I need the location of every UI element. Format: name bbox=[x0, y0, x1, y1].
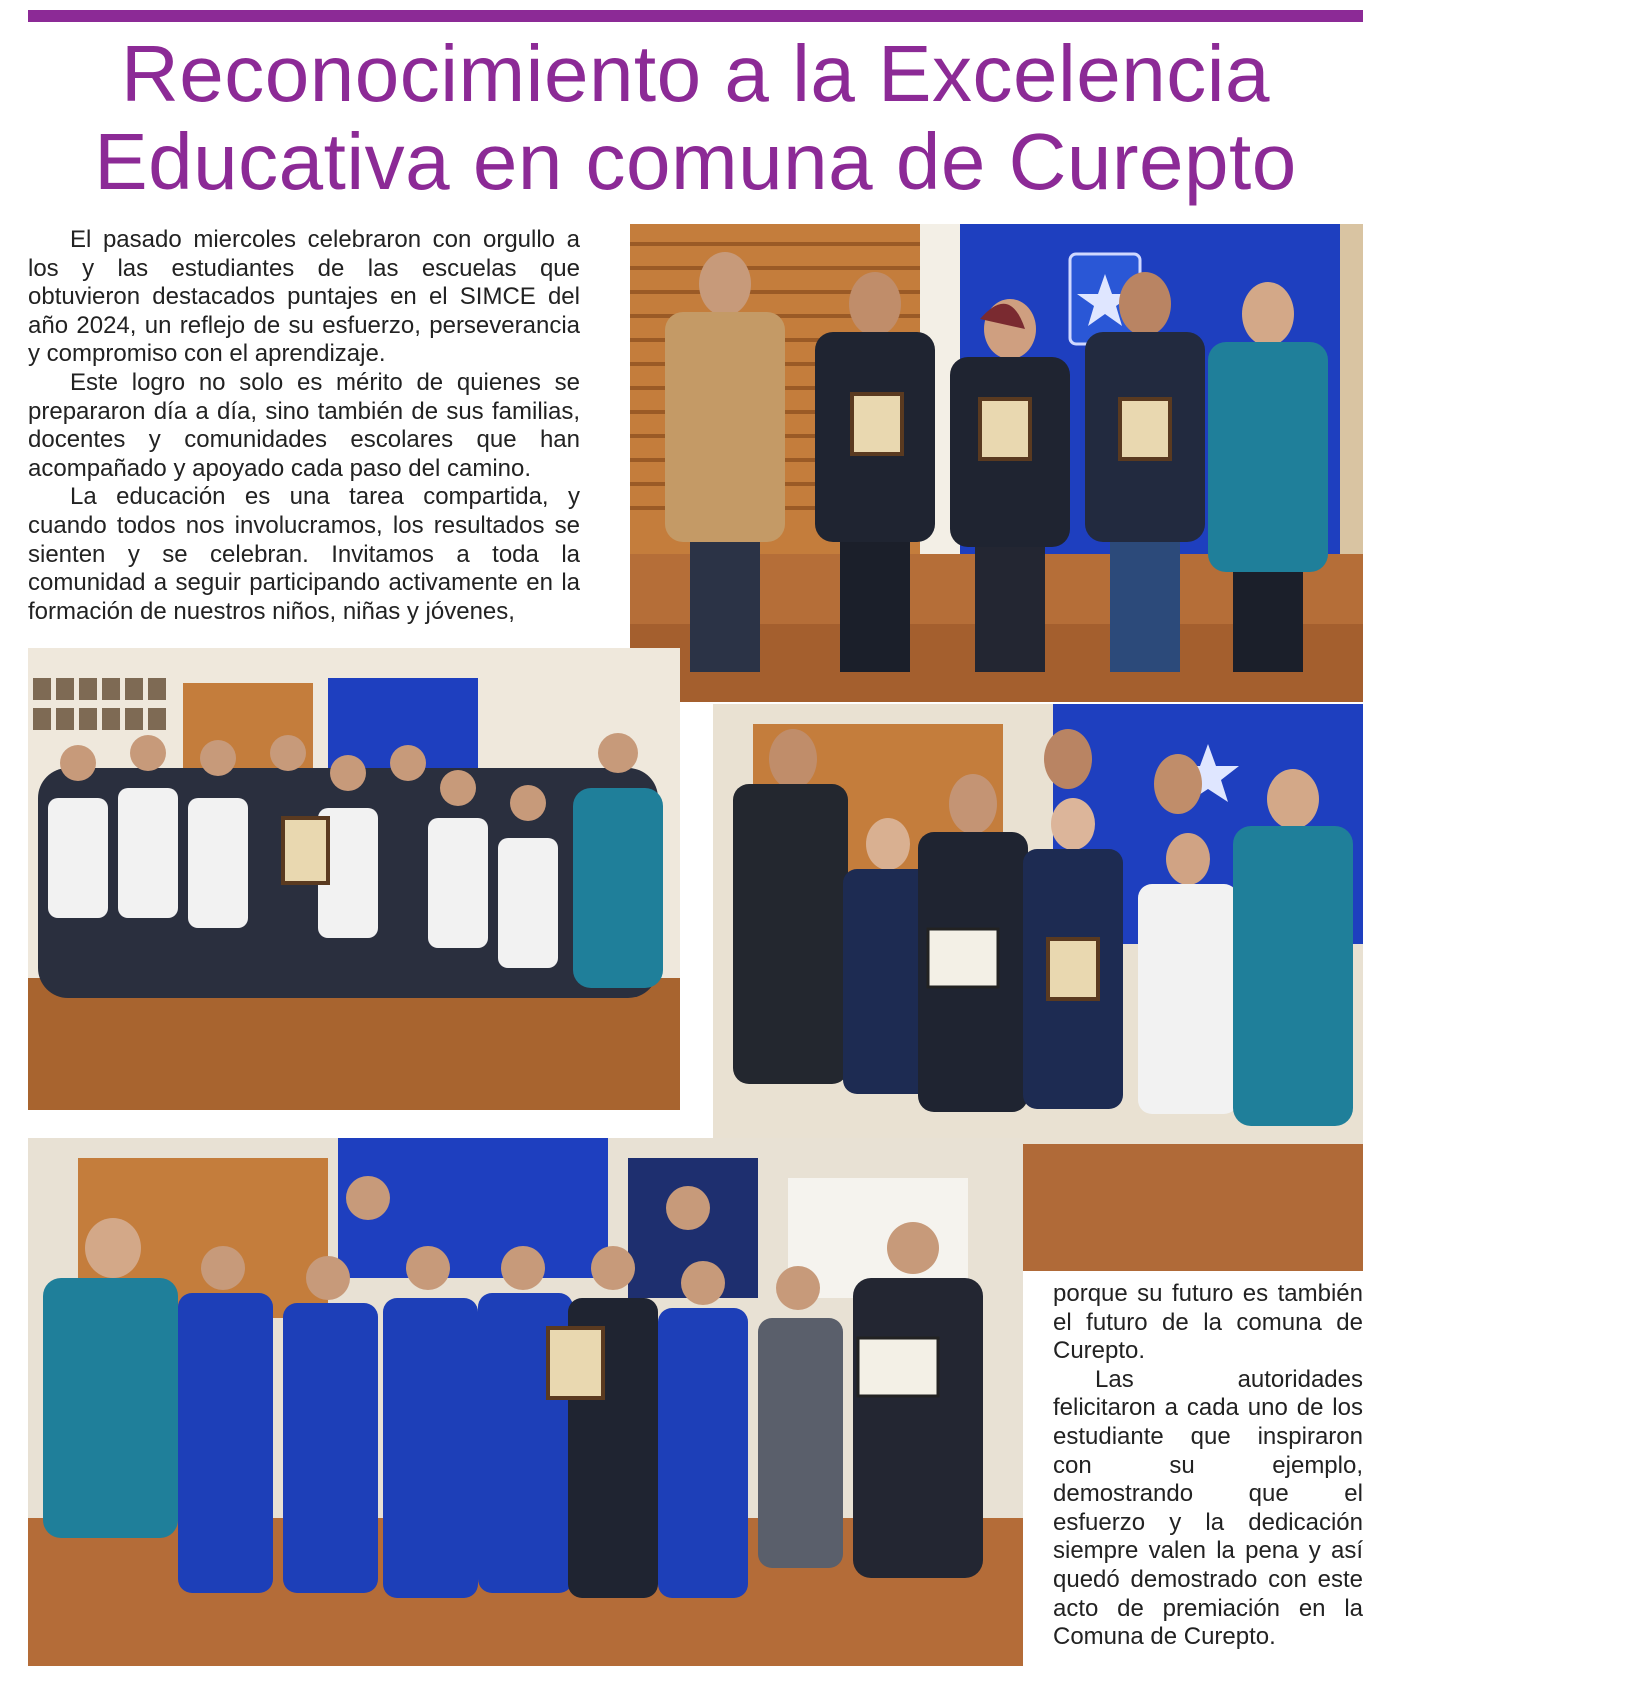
paragraph: porque su futuro es también el futuro de la comuna de Curepto. bbox=[1053, 1280, 1363, 1365]
top-rule bbox=[28, 10, 1363, 22]
photo-students-group-uniform bbox=[28, 648, 680, 1110]
paragraph: El pasado miercoles celebraron con orgullo a los y las estudiantes de las escuelas que obtuvieron destacados puntajes en el SIMCE del año 2024, un reflejo de su esfuerzo, perseverancia y compromiso con el aprendizaje. bbox=[28, 226, 580, 368]
photo-students-blue-tracksuits bbox=[28, 1138, 1023, 1666]
paragraph: Las autoridades felicitaron a cada uno de los estudiante que inspiraron con su ejemplo, demostrando que el esfuerzo y la dedicación siempre valen la pena y así quedó demostrado con este acto de premiación en la Comuna de Curepto. bbox=[1053, 1365, 1363, 1651]
paragraph: Este logro no solo es mérito de quienes se prepararon día a día, sino también de sus familias, docentes y comunidades escolares que han acompañado y apoyado cada paso del camino. bbox=[28, 368, 580, 482]
article-body-right bbox=[1053, 1280, 1363, 1652]
photo-authorities-with-diplomas bbox=[630, 224, 1363, 702]
paragraph: La educación es una tarea compartida, y cuando todos nos involucramos, los resultados se sienten y se celebran. Invitamos a toda la comunidad a seguir participando activamente en la formación de nuestros niños, niñas y jóvenes, bbox=[28, 483, 580, 625]
headline bbox=[28, 30, 1363, 206]
article-body-left bbox=[28, 226, 580, 626]
headline-line-2: Educativa en comuna de Curepto bbox=[94, 117, 1297, 206]
headline-line-1: Reconocimiento a la Excelencia bbox=[121, 29, 1270, 118]
